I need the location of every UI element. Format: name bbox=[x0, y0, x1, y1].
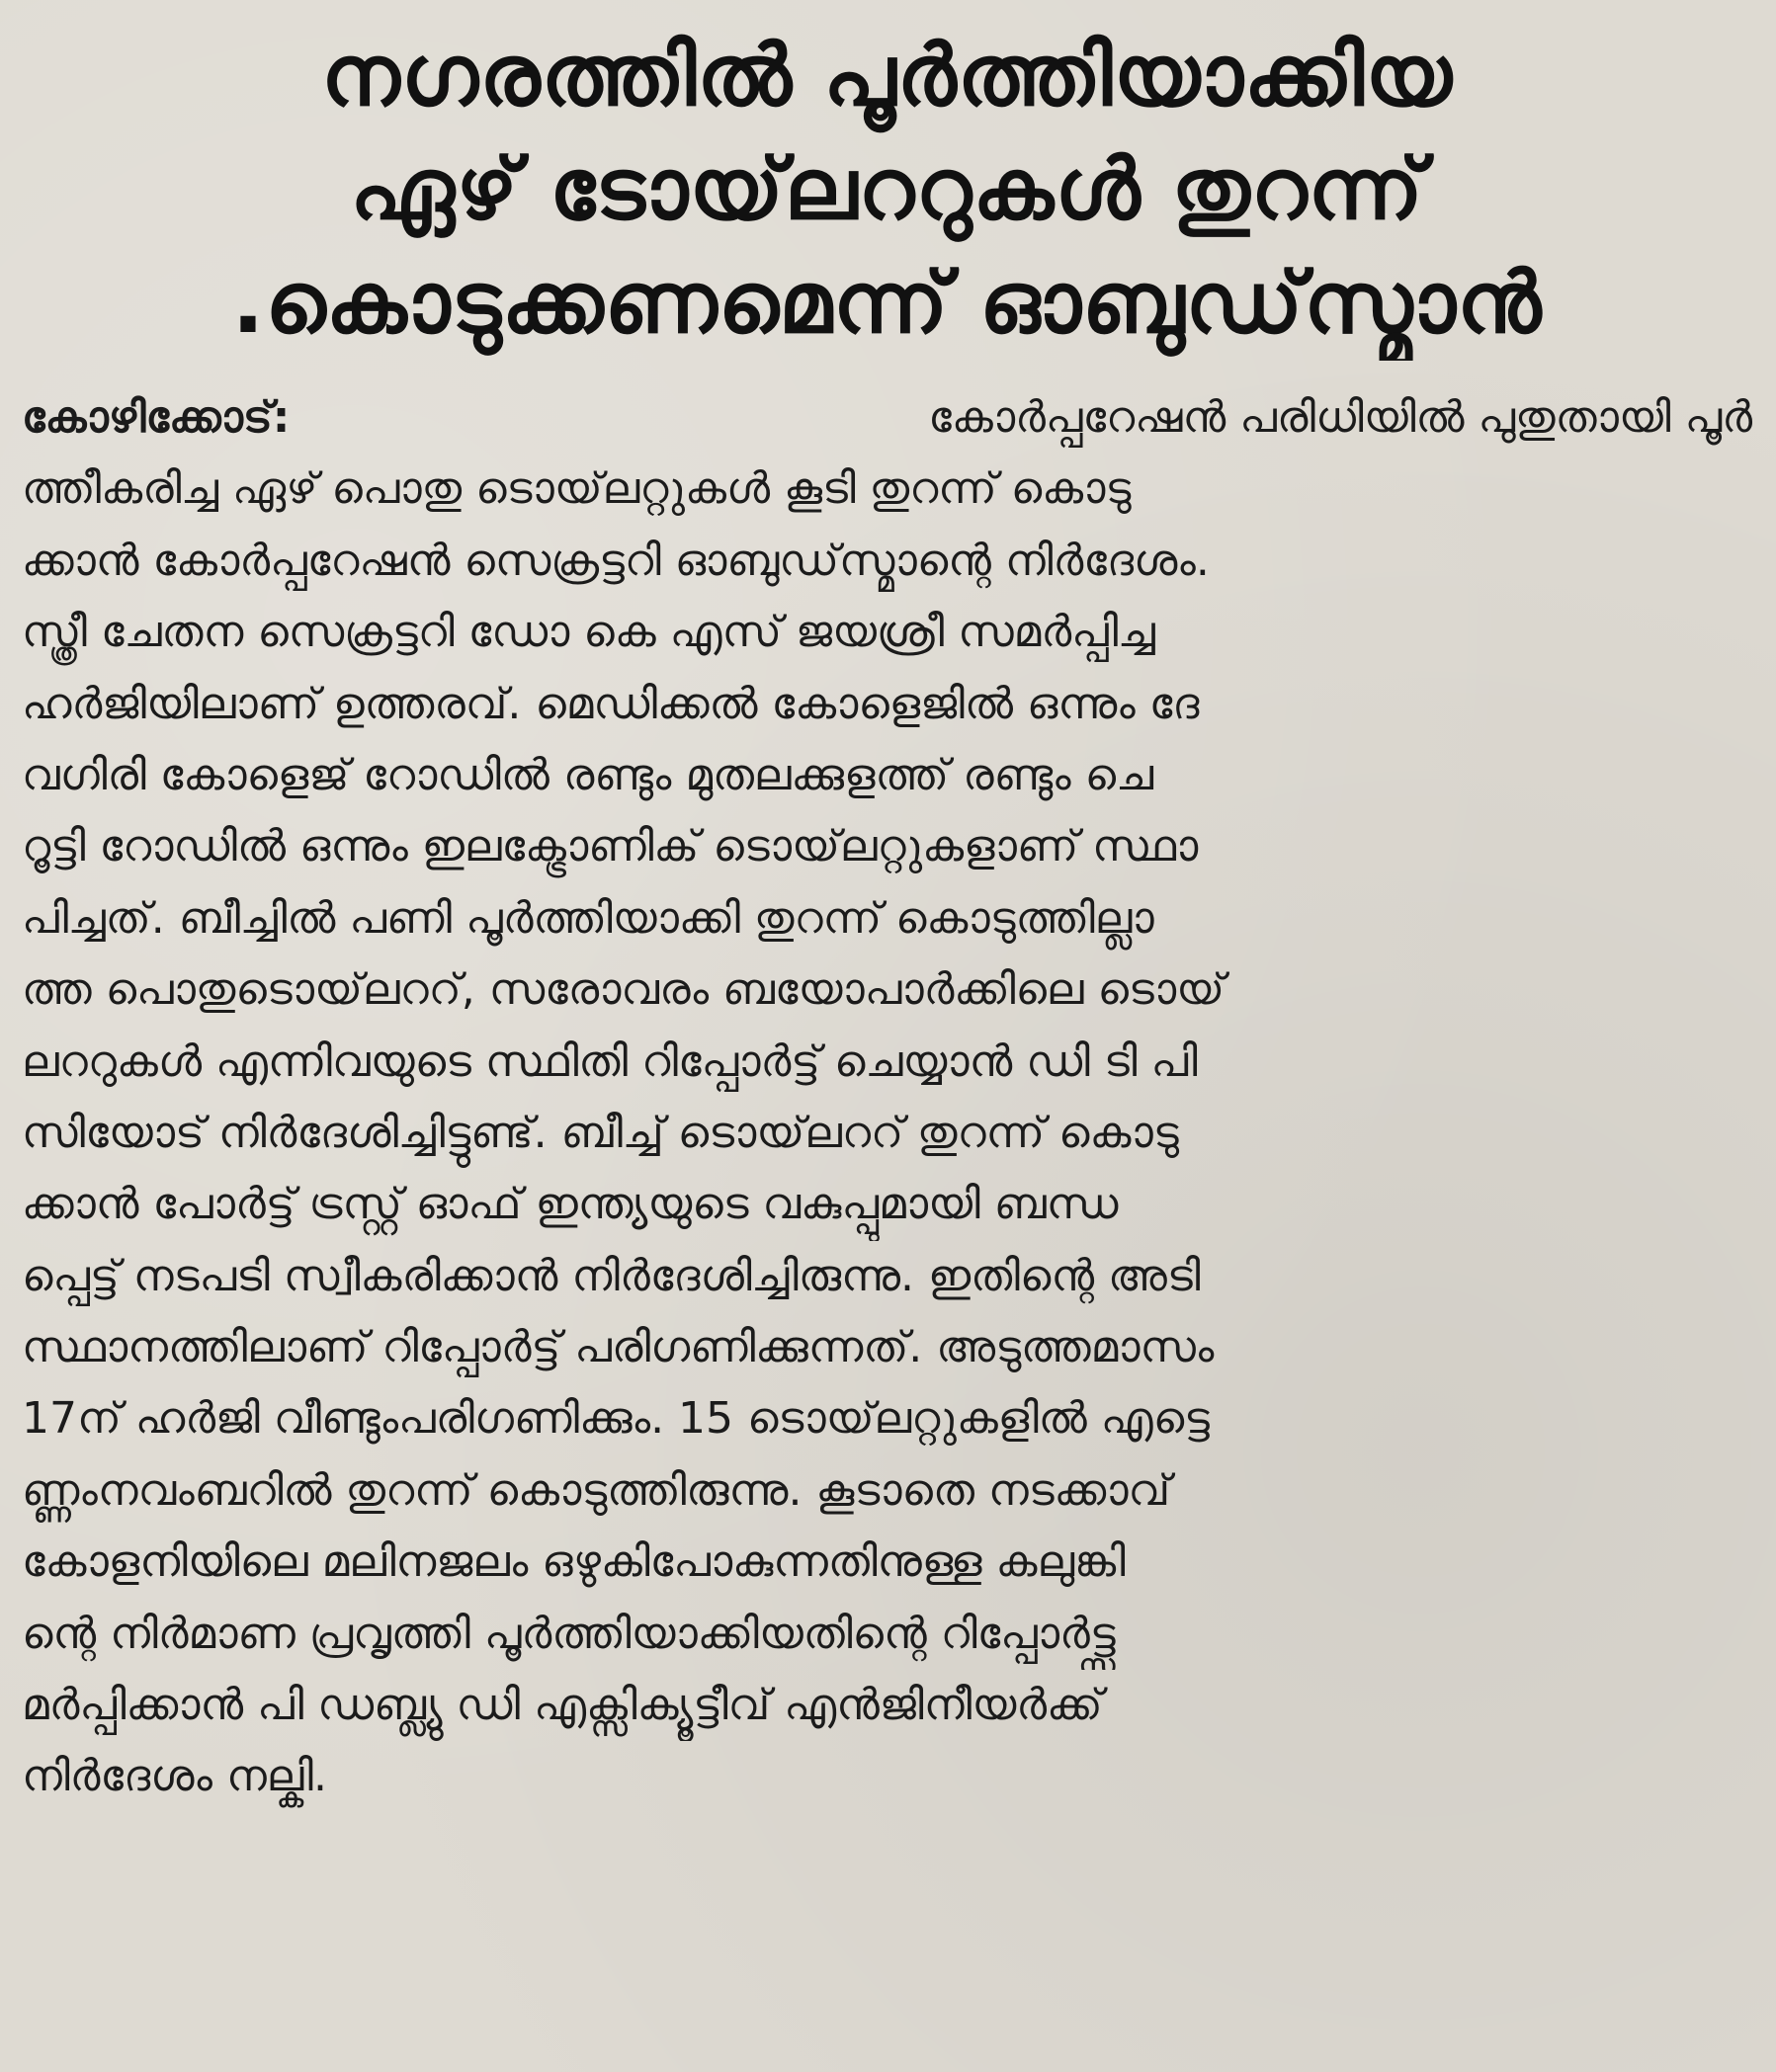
body-line bbox=[22, 1383, 1752, 1454]
body-line-text: ക്കാൻ കോർപ്പറേഷൻ സെക്രട്ടറി ഓബുഡ്‌സ്മാന്റെ നിർദേശം. bbox=[22, 535, 1210, 586]
body-line bbox=[22, 1741, 1752, 1812]
headline-line: .കൊടുക്കണമെന്ന് ഓബുഡ്‌സ്മാൻ bbox=[231, 254, 1543, 353]
body-line bbox=[22, 526, 1752, 597]
body-line-text: വഗിരി കോളെജ് റോഡിൽ രണ്ടും മുതലക്കുളത്ത് രണ്ടും ചെ bbox=[22, 749, 1154, 800]
headline-line: നഗരത്തിൽ പൂർത്തിയാക്കിയ bbox=[320, 27, 1454, 125]
body-line-text: ഹർജിയിലാണ് ഉത്തരവ്. മെഡിക്കൽ കോളെജിൽ ഒന്നും ദേ bbox=[22, 678, 1200, 729]
body-line-text: നിർദേശം നല്കി. bbox=[22, 1751, 327, 1802]
body-line bbox=[22, 1241, 1752, 1312]
dateline: കോഴിക്കോട്: bbox=[22, 392, 291, 443]
headline-line: ഏഴ് ടോയ്‌ലററുകൾ തുറന്ന് bbox=[350, 140, 1424, 239]
body-line-text: സിയോട് നിർദേശിച്ചിട്ടുണ്ട്. ബീച്ച് ടൊയ്‌ലററ് തുറന്ന് കൊടു bbox=[22, 1107, 1179, 1158]
body-line bbox=[22, 883, 1752, 954]
body-line bbox=[22, 597, 1752, 668]
body-line-text: ത്ത പൊതുടൊയ്‌ലററ്, സരോവരം ബയോപാർക്കിലെ ടൊയ് bbox=[22, 964, 1226, 1016]
article-body bbox=[22, 382, 1752, 1813]
body-line-text: ത്തീകരിച്ച ഏഴ് പൊതു ടൊയ്‌ലറ്റുകൾ കൂടി തുറന്ന് കൊടു bbox=[22, 463, 1132, 515]
body-line-text: ന്റെ നിർമാണ പ്രവൃത്തി പൂർത്തിയാക്കിയതിന്റെ റിപ്പോർട്ട്സ bbox=[22, 1608, 1116, 1659]
body-line bbox=[22, 954, 1752, 1026]
body-line-text: ലററുകൾ എന്നിവയുടെ സ്ഥിതി റിപ്പോർട്ട് ചെയ്യാൻ ഡി ടി പി bbox=[22, 1036, 1198, 1087]
body-line-text: 17ന് ഹർജി വീണ്ടുംപരിഗണിക്കും. 15 ടൊയ്‌ലറ്റുകളിൽ എട്ടെ bbox=[22, 1393, 1210, 1445]
body-line-text: റൂട്ടി റോഡിൽ ഒന്നും ഇലക്ട്രോണിക് ടൊയ്‌ലറ്റുകളാണ് സ്ഥാ bbox=[22, 821, 1199, 872]
headline bbox=[22, 20, 1752, 361]
body-line bbox=[22, 811, 1752, 882]
body-line-text: ക്കാൻ പോർട്ട് ട്രസ്റ്റ് ഓഫ് ഇന്ത്യയുടെ വകുപ്പുമായി ബന്ധ bbox=[22, 1179, 1119, 1230]
body-line bbox=[22, 1098, 1752, 1169]
body-line bbox=[22, 454, 1752, 525]
body-line bbox=[22, 1169, 1752, 1240]
body-line-text: കോർപ്പറേഷൻ പരിധിയിൽ പുതുതായി പൂർ bbox=[928, 392, 1752, 443]
body-line bbox=[22, 1527, 1752, 1598]
body-line-text: സ്ത്രീ ചേതന സെക്രട്ടറി ഡോ കെ എസ് ജയശ്രീ സമർപ്പിച്ച bbox=[22, 607, 1155, 658]
body-line-text: കോളനിയിലെ മലിനജലം ഒഴുകിപോകുന്നതിനുള്ള കലുങ്കി bbox=[22, 1536, 1126, 1588]
body-line bbox=[22, 1670, 1752, 1741]
body-line bbox=[22, 1455, 1752, 1527]
body-line bbox=[22, 1312, 1752, 1383]
body-line-text: പ്പെട്ട് നടപടി സ്വീകരിക്കാൻ നിർദേശിച്ചിരുന്നു. ഇതിന്റെ അടി bbox=[22, 1250, 1201, 1301]
body-line-text: മർപ്പിക്കാൻ പി ഡബ്ല്യു ഡി എക്സിക്യൂട്ടീവ് എൻജിനീയർക്ക് bbox=[22, 1680, 1103, 1731]
body-line bbox=[22, 1599, 1752, 1670]
body-line bbox=[22, 669, 1752, 740]
body-line bbox=[22, 740, 1752, 811]
body-line bbox=[22, 1027, 1752, 1098]
body-line-text: പിച്ചത്. ബീച്ചിൽ പണി പൂർത്തിയാക്കി തുറന്ന് കൊടുത്തില്ലാ bbox=[22, 892, 1154, 944]
body-line bbox=[22, 382, 1752, 454]
body-line-text: ണ്ണംനവംബറിൽ തുറന്ന് കൊടുത്തിരുന്നു. കൂടാതെ നടക്കാവ് bbox=[22, 1464, 1171, 1516]
body-line-text: സ്ഥാനത്തിലാണ് റിപ്പോർട്ട് പരിഗണിക്കുന്നത്. അടുത്തമാസം bbox=[22, 1322, 1215, 1373]
